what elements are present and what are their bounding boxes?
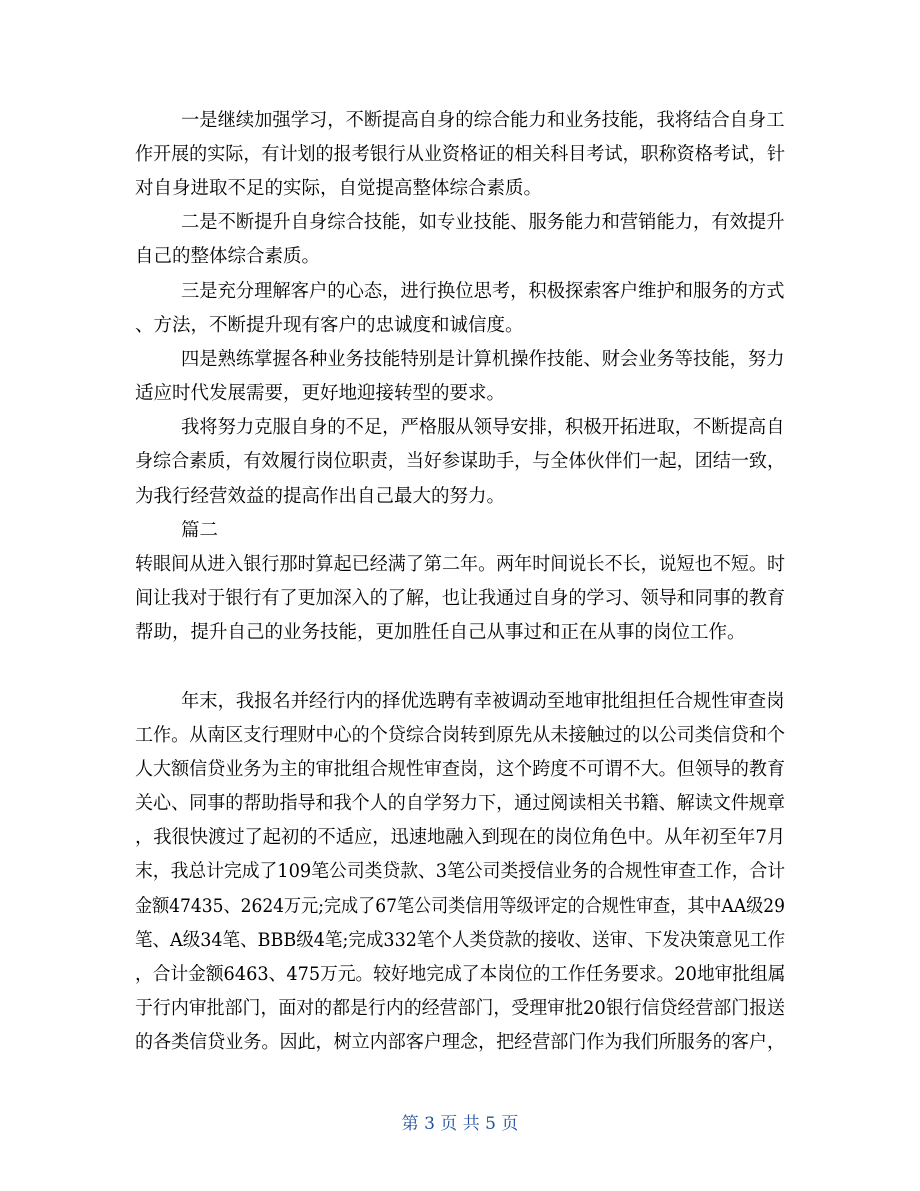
text-line: ，合计金额6463、475万元。较好地完成了本岗位的工作任务要求。20地审批组属 (135, 964, 786, 985)
text-line: 适应时代发展需要，更好地迎接转型的要求。 (135, 383, 506, 404)
text-line: 转眼间从进入银行那时算起已经满了第二年。两年时间说长不长，说短也不短。时 (135, 554, 786, 575)
text-line: 末，我总计完成了109笔公司类贷款、3笔公司类授信业务的合规性审查工作，合计 (135, 861, 786, 882)
text-line: 身综合素质，有效履行岗位职责，当好参谋助手，与全体伙伴们一起，团结一致， (135, 451, 786, 472)
text-line: 自己的整体综合素质。 (135, 246, 321, 267)
text-line: 一是继续加强学习，不断提高自身的综合能力和业务技能，我将结合自身工 (181, 110, 785, 131)
text-line: 人大额信贷业务为主的审批组合规性审查岗，这个跨度不可谓不大。但领导的教育 (135, 759, 786, 780)
text-line: 的各类信贷业务。因此，树立内部客户理念，把经营部门作为我们所服务的客户， (135, 1032, 786, 1053)
text-line: 金额47435、2624万元;完成了67笔公司类信用等级评定的合规性审查，其中AA级29 (135, 896, 785, 917)
page-number-footer: 第 3 页 共 5 页 (401, 1114, 519, 1134)
text-line: ，我很快渡过了起初的不适应，迅速地融入到现在的岗位角色中。从年初至年7月 (135, 827, 786, 848)
text-line: 年末，我报名并经行内的择优选聘有幸被调动至地审批组担任合规性审查岗 (181, 691, 785, 712)
text-line: 帮助，提升自己的业务技能，更加胜任自己从事过和正在从事的岗位工作。 (135, 622, 746, 643)
text-line: 二是不断提升自身综合技能，如专业技能、服务能力和营销能力，有效提升 (181, 212, 785, 233)
text-line: 关心、同事的帮助指导和我个人的自学努力下，通过阅读相关书籍、解读文件规章 (135, 793, 786, 814)
text-line: 、方法，不断提升现有客户的忠诚度和诚信度。 (135, 315, 524, 336)
text-line: 对自身进取不足的实际，自觉提高整体综合素质。 (135, 178, 543, 199)
section-heading: 篇二 (181, 520, 219, 541)
text-line: 作开展的实际，有计划的报考银行从业资格证的相关科目考试，职称资格考试，针 (135, 144, 786, 165)
text-line: 我将努力克服自身的不足，严格服从领导安排，积极开拓进取，不断提高自 (181, 417, 785, 438)
text-line: 间让我对于银行有了更加深入的了解，也让我通过自身的学习、领导和同事的教育 (135, 588, 786, 609)
text-line: 三是充分理解客户的心态，进行换位思考，积极探索客户维护和服务的方式 (181, 281, 785, 302)
text-line: 于行内审批部门，面对的都是行内的经营部门，受理审批20银行信贷经营部门报送 (135, 998, 786, 1019)
text-line: 工作。从南区支行理财中心的个贷综合岗转到原先从未接触过的以公司类信贷和个 (135, 725, 786, 746)
text-line: 笔、A级34笔、BBB级4笔;完成332笔个人类贷款的接收、送审、下发决策意见工作 (135, 930, 785, 951)
text-line: 四是熟练掌握各种业务技能特别是计算机操作技能、财会业务等技能，努力 (181, 349, 785, 370)
text-line: 为我行经营效益的提高作出自己最大的努力。 (135, 486, 506, 507)
